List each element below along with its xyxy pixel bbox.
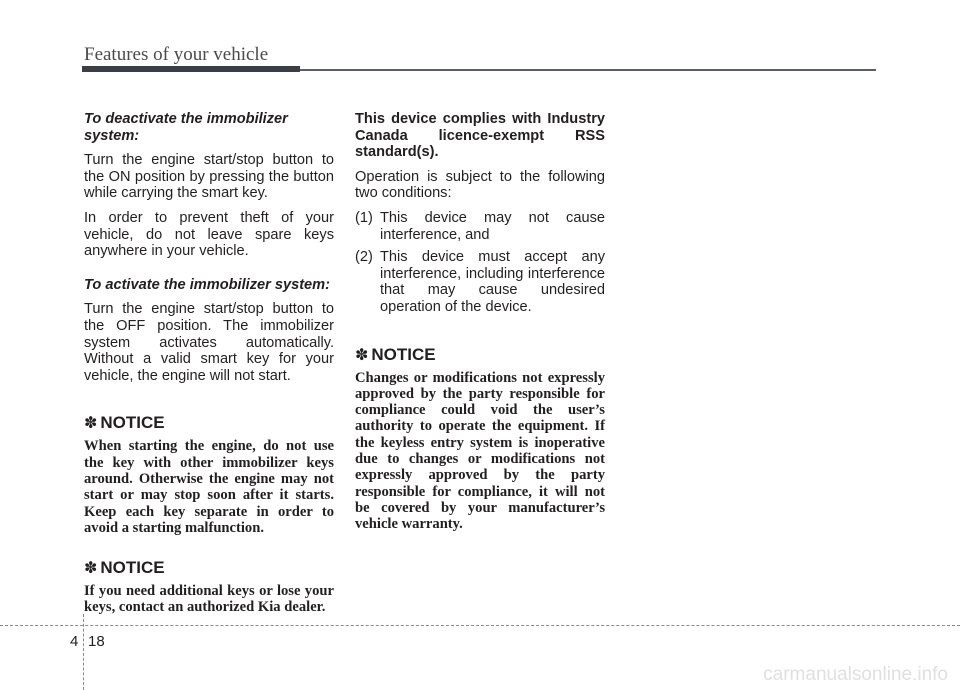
list-item-number: (2) — [355, 249, 373, 266]
page-number: 18 — [88, 633, 105, 650]
notice-title: NOTICE — [371, 344, 436, 364]
notice-heading — [84, 558, 334, 579]
deactivate-paragraph: Turn the engine start/stop button to the ON position by pressing the button while carrying the smart key. — [84, 152, 334, 202]
list-item-text: This device must accept any interference, including interference that may cause undesired operation of the device. — [380, 249, 605, 315]
watermark: carmanualsonline.info — [763, 664, 948, 685]
notice-heading — [355, 345, 605, 366]
list-item-text: This device may not cause interference, and — [380, 209, 605, 243]
page-header-title: Features of your vehicle — [84, 44, 269, 65]
conditions-list — [355, 210, 605, 316]
notice-body: When starting the engine, do not use the key with other immobilizer keys around. Otherwise the engine may not start or may stop soon after it starts. Keep each key separate in order to avoid a starting malfunction. — [84, 438, 334, 536]
subheading-deactivate: To deactivate the immobilizer system: — [84, 111, 288, 144]
chapter-number: 4 — [70, 633, 79, 650]
notice-title: NOTICE — [100, 413, 165, 433]
conditions-intro: Operation is subject to the following two conditions: — [355, 168, 605, 202]
subheading-activate: To activate the immobilizer system: — [84, 276, 331, 293]
header-rule-thick — [82, 66, 300, 72]
list-item-number: (1) — [355, 209, 373, 226]
notice-title: NOTICE — [100, 558, 165, 578]
notice-star-icon: ✽ — [84, 560, 98, 578]
footer-divider — [0, 625, 960, 626]
theft-paragraph: In order to prevent theft of your vehicle, do not leave spare keys anywhere in your vehicle. — [84, 209, 334, 260]
left-column — [84, 111, 334, 616]
header-rule-thin — [300, 69, 876, 71]
activate-paragraph: Turn the engine start/stop button to the OFF position. The immobilizer system activates automatically. Without a valid smart key for your vehicle, the engine will not start. — [84, 301, 334, 384]
notice-body: If you need additional keys or lose your keys, contact an authorized Kia dealer. — [84, 583, 334, 616]
notice-star-icon: ✽ — [355, 346, 369, 364]
compliance-statement: This device complies with Industry Canada licence-exempt RSS standard(s). — [355, 111, 605, 161]
footer-vertical-divider — [83, 614, 84, 690]
notice-body: Changes or modifications not expressly approved by the party responsible for compliance could void the user’s authority to operate the equipment. If the keyless entry system is inoperative due to changes or modifications not expressly approved by the party responsible for compliance, it will not be covered by your manufacturer’s vehicle warranty. — [355, 369, 605, 533]
notice-heading — [84, 413, 334, 434]
right-column — [355, 111, 605, 533]
list-item — [355, 249, 605, 315]
notice-star-icon: ✽ — [84, 415, 98, 433]
list-item — [355, 210, 605, 243]
